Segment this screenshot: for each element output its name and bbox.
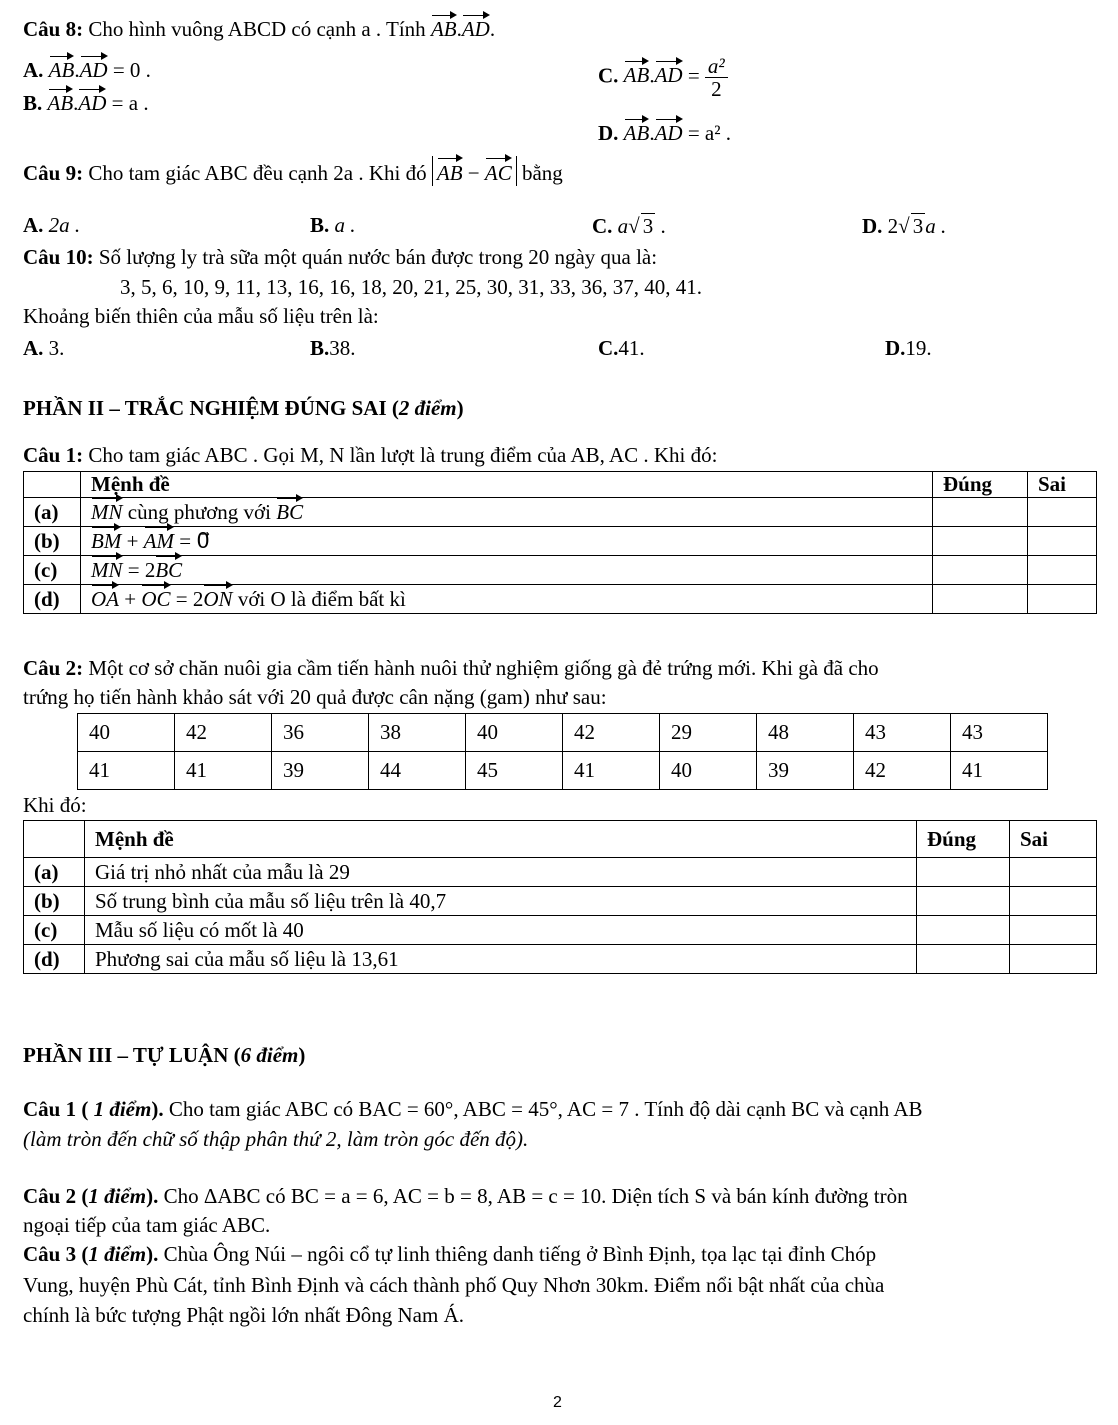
row-statement [81, 498, 933, 527]
q8-b-label: B. [23, 91, 43, 115]
q8-b-vec2: AD [78, 91, 107, 115]
p2q2-data-table [77, 713, 1048, 790]
q9-c-coef: a [617, 214, 629, 238]
row-statement: Mẫu số liệu có mốt là 40 [85, 916, 917, 945]
part3-close: ) [298, 1043, 306, 1067]
table-row [24, 916, 1097, 945]
q10-a-value: 3. [48, 336, 65, 360]
q9-vec-ab: AB [436, 161, 463, 185]
p2q2-label: Câu 2: [23, 656, 84, 680]
vec-on: ON [203, 586, 233, 611]
vec-bc: BC [276, 499, 304, 524]
data-cell: 41 [175, 752, 272, 790]
table-row [24, 887, 1097, 916]
q8-c-fraction [705, 55, 728, 100]
part3-title: PHẦN III – TỰ LUẬN ( [23, 1043, 241, 1067]
p3q2-close: ). [146, 1184, 159, 1208]
table-header-false: Sai [1028, 472, 1097, 498]
q10-option-c [598, 336, 645, 361]
p2q1-text: Cho tam giác ABC . Gọi M, N lần lượt là trung điểm của AB, AC . Khi đó: [88, 443, 718, 467]
q10-d-value: 19. [905, 336, 932, 360]
row-text-tail: với O là điểm bất kì [232, 586, 406, 611]
q10-a-label: A. [23, 336, 44, 360]
answer-true-cell[interactable] [917, 945, 1010, 974]
p3q2-label: Câu 2 ( [23, 1184, 89, 1208]
answer-true-cell[interactable] [917, 887, 1010, 916]
q10-data: 3, 5, 6, 10, 9, 11, 13, 16, 16, 18, 20, 21, 25, 30, 31, 33, 36, 37, 40, 41. [120, 275, 702, 299]
data-cell: 36 [272, 714, 369, 752]
q8-a-label: A. [23, 58, 44, 82]
q8-d-vec2: AD [654, 121, 683, 145]
p3q3-label: Câu 3 ( [23, 1242, 89, 1266]
q9-minus: − [462, 161, 485, 185]
q8-a-vec2: AD [79, 58, 108, 82]
data-cell: 40 [466, 714, 563, 752]
data-cell: 40 [78, 714, 175, 752]
vec-mn: MN [91, 557, 123, 582]
answer-false-cell[interactable] [1010, 858, 1097, 887]
data-cell: 40 [660, 752, 757, 790]
table-header-row [24, 821, 1097, 858]
q9-b-label: B. [310, 213, 330, 237]
q9-line [23, 156, 563, 186]
q8-tail: . [489, 17, 496, 41]
table-header-statement: Mệnh đề [81, 472, 933, 498]
answer-false-cell[interactable] [1010, 916, 1097, 945]
vec-mn: MN [91, 499, 123, 524]
p3q1-close: ). [151, 1097, 164, 1121]
row-id: (d) [34, 946, 60, 971]
q10-c-label: C. [598, 336, 619, 360]
q10-b-value: 38. [329, 336, 356, 360]
q8-c-vec1: AB [623, 63, 650, 88]
answer-false-cell[interactable] [1028, 585, 1097, 614]
p2q2-text: Một cơ sở chăn nuôi gia cầm tiến hành nuôi thử nghiệm giống gà đẻ trứng mới. Khi gà đã cho [88, 656, 879, 680]
table-header-statement: Mệnh đề [85, 821, 917, 858]
p3q1-line [23, 1097, 923, 1122]
p3q3-close: ). [146, 1242, 159, 1266]
answer-true-cell[interactable] [933, 527, 1028, 556]
data-cell: 42 [175, 714, 272, 752]
part2-heading [23, 396, 464, 421]
row-id: (b) [34, 888, 60, 913]
vec-bm: BM [91, 528, 122, 553]
vec-oa: OA [91, 586, 119, 611]
data-cell: 39 [757, 752, 854, 790]
q8-option-c: C. AB.AD = $\frac{\text{a²}}{2}$ [598, 55, 728, 100]
q8-c-denominator: 2 [711, 77, 722, 101]
q10-question: Khoảng biến thiên của mẫu số liệu trên là: [23, 304, 379, 328]
row-statement [81, 585, 933, 614]
q8-label: Câu 8: [23, 17, 84, 41]
p3q2-line [23, 1184, 908, 1209]
answer-true-cell[interactable] [933, 556, 1028, 585]
q9-abs-expr [432, 156, 517, 186]
data-cell: 45 [466, 752, 563, 790]
vec-bc: BC [155, 557, 183, 582]
row-statement [81, 556, 933, 585]
q10-d-label: D. [885, 336, 906, 360]
q8-d-value: = a² . [687, 121, 732, 145]
p2q1-line [23, 443, 717, 468]
row-statement [81, 527, 933, 556]
q8-vec-ab: AB [430, 17, 457, 41]
q10-line [23, 245, 657, 270]
q8-option-d: D. AB.AD = a² . [598, 121, 732, 145]
row-id: (c) [34, 557, 58, 582]
q8-text: Cho hình vuông ABCD có cạnh a . Tính [88, 17, 426, 41]
p2q2-table [23, 820, 1097, 974]
p3q3-text2: Vung, huyện Phù Cát, tỉnh Bình Định và cách thành phố Quy Nhơn 30km. Điểm nổi bật nhất của chùa [23, 1273, 885, 1297]
q9-option-d: D. 2√ 3a . [862, 214, 947, 238]
p2q1-table [23, 471, 1097, 614]
q9-label: Câu 9: [23, 161, 84, 185]
vec-am: AM [143, 528, 174, 553]
row-id: (b) [34, 528, 60, 553]
p3q2-points: 1 điểm [88, 1184, 147, 1208]
row-text: cùng phương với [122, 499, 277, 524]
data-cell: 44 [369, 752, 466, 790]
data-cell: 38 [369, 714, 466, 752]
q8-vec-ad: AD [461, 17, 490, 41]
table-header-id [24, 472, 81, 498]
row-text-mid: = 2 [170, 586, 204, 611]
answer-false-cell[interactable] [1028, 527, 1097, 556]
q8-c-vec2: AD [654, 63, 683, 88]
table-header-id [24, 821, 85, 858]
p3q3-points: 1 điểm [88, 1242, 147, 1266]
q8-c-label: C. [598, 63, 619, 88]
q9-d-label: D. [862, 214, 883, 238]
p3q3-line [23, 1242, 876, 1267]
row-text: + [121, 528, 144, 553]
q8-b-value: = a . [111, 91, 149, 115]
row-id: (d) [34, 586, 60, 611]
q9-option-a [23, 213, 80, 238]
part3-points: 6 điểm [240, 1043, 299, 1067]
row-text: + [119, 586, 142, 611]
data-cell: 41 [563, 752, 660, 790]
table-header-false: Sai [1010, 821, 1097, 858]
q8-option-b: B. AB.AD = a . [23, 91, 149, 115]
data-cell: 41 [951, 752, 1048, 790]
q9-a-value: 2a . [48, 213, 81, 237]
q8-d-vec1: AB [623, 121, 650, 145]
p2q2-after: Khi đó: [23, 793, 87, 817]
q9-option-b [310, 213, 356, 238]
p2q2-text2: trứng họ tiến hành khảo sát với 20 quả được cân nặng (gam) như sau: [23, 685, 607, 709]
q10-option-a [23, 336, 64, 361]
q9-tail: bằng [521, 161, 563, 185]
q8-b-vec1: AB [47, 91, 74, 115]
table-row [24, 527, 1097, 556]
data-cell: 42 [854, 752, 951, 790]
data-cell: 39 [272, 752, 369, 790]
data-cell: 41 [78, 752, 175, 790]
table-header-row [24, 472, 1097, 498]
p3q2-text: Cho ΔABC có BC = a = 6, AC = b = 8, AB = c = 10. Diện tích S và bán kính đường tròn [163, 1184, 908, 1208]
row-id: (c) [34, 917, 58, 942]
table-row [24, 556, 1097, 585]
answer-false-cell[interactable] [1010, 945, 1097, 974]
q10-text: Số lượng ly trà sữa một quán nước bán được trong 20 ngày qua là: [98, 245, 658, 269]
data-row-2 [78, 752, 1048, 790]
p3q3-text: Chùa Ông Núi – ngôi cổ tự linh thiêng danh tiếng ở Bình Định, tọa lạc tại đỉnh Chóp [163, 1242, 877, 1266]
data-cell: 43 [854, 714, 951, 752]
p3q1-text: Cho tam giác ABC có BAC = 60°, ABC = 45°, AC = 7 . Tính độ dài cạnh BC và cạnh AB [168, 1097, 923, 1121]
q10-c-value: 41. [618, 336, 645, 360]
p2q1-label: Câu 1: [23, 443, 84, 467]
q8-a-vec1: AB [48, 58, 75, 82]
row-text: = 2 [122, 557, 156, 582]
row-statement: Phương sai của mẫu số liệu là 13,61 [85, 945, 917, 974]
p2q2-line [23, 656, 879, 681]
p3q1-points: 1 điểm [88, 1097, 152, 1121]
q9-c-radicand: 3 [642, 214, 654, 238]
q9-b-value: a . [334, 213, 356, 237]
q8-line: Câu 8: Cho hình vuông ABCD có cạnh a . Tính AB.AD. [23, 17, 496, 41]
part3-heading [23, 1043, 305, 1068]
p3q2-text2: ngoại tiếp của tam giác ABC. [23, 1213, 271, 1237]
table-header-true: Đúng [917, 821, 1010, 858]
q9-d-end: a . [925, 214, 947, 238]
q9-c-label: C. [592, 214, 613, 238]
answer-true-cell[interactable] [933, 498, 1028, 527]
table-row [24, 498, 1097, 527]
data-row-1 [78, 714, 1048, 752]
q9-text: Cho tam giác ABC đều cạnh 2a . Khi đó [88, 161, 427, 185]
table-row [24, 945, 1097, 974]
q10-option-d [885, 336, 932, 361]
answer-true-cell[interactable] [917, 916, 1010, 945]
q8-d-label: D. [598, 121, 619, 145]
p3q1-note: (làm tròn đến chữ số thập phân thứ 2, làm tròn góc đến độ). [23, 1127, 529, 1151]
data-cell: 29 [660, 714, 757, 752]
row-id: (a) [34, 859, 59, 884]
data-cell: 48 [757, 714, 854, 752]
row-text-tail: = 0⃗ [174, 528, 210, 553]
q10-b-label: B. [310, 336, 330, 360]
answer-false-cell[interactable] [1028, 498, 1097, 527]
q9-vec-ac: AC [484, 161, 512, 185]
data-cell: 43 [951, 714, 1048, 752]
q9-option-c: C. a√ 3 . [592, 214, 666, 238]
part2-close: ) [456, 396, 464, 420]
table-header-true: Đúng [933, 472, 1028, 498]
q8-a-value: = 0 . [112, 58, 151, 82]
table-row [24, 585, 1097, 614]
q9-a-label: A. [23, 213, 44, 237]
part2-points: 2 điểm [398, 396, 457, 420]
p3q1-label: Câu 1 ( [23, 1097, 89, 1121]
q10-label: Câu 10: [23, 245, 94, 269]
answer-false-cell[interactable] [1028, 556, 1097, 585]
answer-true-cell[interactable] [917, 858, 1010, 887]
q8-option-a: A. AB.AD = 0 . [23, 58, 151, 82]
vec-oc: OC [141, 586, 171, 611]
table-row [24, 858, 1097, 887]
q8-c-numerator: a² [705, 55, 728, 78]
q9-c-end: . [660, 214, 666, 238]
q10-option-b [310, 336, 356, 361]
page-number: 2 [553, 1394, 562, 1411]
q9-d-radicand: 3 [912, 214, 924, 238]
data-cell: 42 [563, 714, 660, 752]
row-statement: Số trung bình của mẫu số liệu trên là 40,7 [85, 887, 917, 916]
row-id: (a) [34, 499, 59, 524]
row-statement: Giá trị nhỏ nhất của mẫu là 29 [85, 858, 917, 887]
answer-true-cell[interactable] [933, 585, 1028, 614]
p3q3-text3: chính là bức tượng Phật ngồi lớn nhất Đông Nam Á. [23, 1303, 464, 1327]
part2-title: PHẦN II – TRẮC NGHIỆM ĐÚNG SAI ( [23, 396, 399, 420]
q9-d-coef: 2 [887, 214, 899, 238]
answer-false-cell[interactable] [1010, 887, 1097, 916]
